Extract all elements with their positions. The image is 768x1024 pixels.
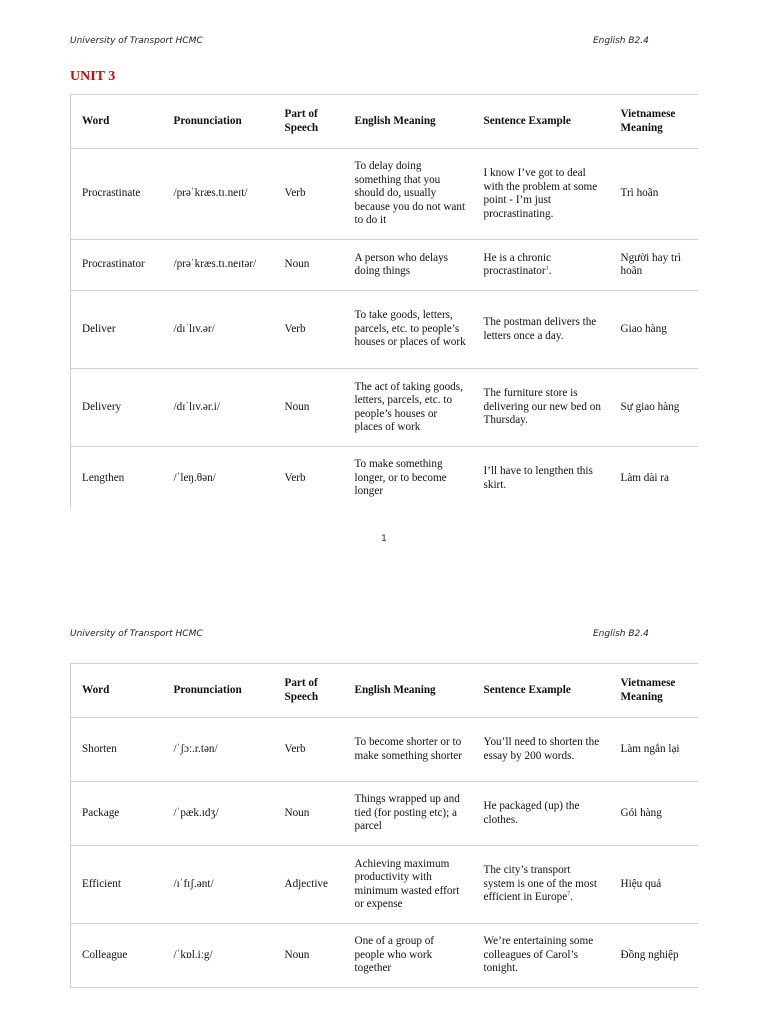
- vietnamese-meaning-cell: Người hay trì hoãn: [610, 240, 699, 291]
- pronunciation-cell: /ˈʃɔː.r.tən/: [163, 718, 274, 782]
- example-text: He is a chronic procrastinator: [483, 251, 551, 277]
- part-of-speech-cell: Noun: [274, 369, 344, 447]
- word-cell: Deliver: [71, 291, 163, 369]
- column-header: Sentence Example: [473, 95, 610, 149]
- table-row: [71, 718, 699, 782]
- example-text: We’re entertaining some colleagues of Carol’s tonight.: [483, 935, 594, 975]
- vietnamese-meaning-cell: Gói hàng: [610, 782, 699, 846]
- sentence-example-cell: [473, 149, 610, 240]
- vocabulary-table-page-2: [70, 663, 698, 989]
- sentence-example-cell: [473, 924, 610, 988]
- table-row: [71, 369, 699, 447]
- sentence-example-cell: [473, 291, 610, 369]
- example-text: The furniture store is delivering our new bed on Thursday.: [483, 387, 601, 427]
- sentence-example-cell: [473, 846, 610, 924]
- english-meaning-cell: The act of taking goods, letters, parcels, etc. to people’s houses or places of work: [344, 369, 473, 447]
- column-header: Pronunciation: [163, 95, 274, 149]
- column-header: Word: [71, 95, 163, 149]
- page-header: [70, 36, 698, 50]
- pronunciation-cell: /prəˈkræs.tɪ.neɪt/: [163, 149, 274, 240]
- vietnamese-meaning-cell: Sự giao hàng: [610, 369, 699, 447]
- example-text: I’ll have to lengthen this skirt.: [483, 465, 593, 491]
- column-header: English Meaning: [344, 95, 473, 149]
- column-header: Word: [71, 664, 163, 718]
- column-header: Part of Speech: [274, 664, 344, 718]
- example-tail: .: [570, 891, 573, 904]
- word-cell: Delivery: [71, 369, 163, 447]
- sentence-example-cell: [473, 369, 610, 447]
- part-of-speech-cell: Verb: [274, 149, 344, 240]
- english-meaning-cell: To delay doing something that you should do, usually because you do not want to do it: [344, 149, 473, 240]
- header-course: English B2.4: [593, 629, 649, 639]
- vocabulary-table-page-1: [70, 94, 698, 508]
- footnote-marker: 1: [545, 265, 549, 272]
- table-row: [71, 149, 699, 240]
- part-of-speech-cell: Noun: [274, 924, 344, 988]
- column-header: Vietnamese Meaning: [610, 664, 699, 718]
- page-header: [70, 629, 698, 643]
- example-text: The postman delivers the letters once a day.: [483, 316, 597, 342]
- pronunciation-cell: /ˈkɒl.iːg/: [163, 924, 274, 988]
- pronunciation-cell: /dɪˈlɪv.ər.i/: [163, 369, 274, 447]
- word-cell: Package: [71, 782, 163, 846]
- sentence-example-cell: [473, 782, 610, 846]
- part-of-speech-cell: Verb: [274, 291, 344, 369]
- column-header: Vietnamese Meaning: [610, 95, 699, 149]
- english-meaning-cell: Things wrapped up and tied (for posting etc); a parcel: [344, 782, 473, 846]
- pronunciation-cell: /ˈpæk.ɪdʒ/: [163, 782, 274, 846]
- part-of-speech-cell: Verb: [274, 447, 344, 509]
- column-header: Sentence Example: [473, 664, 610, 718]
- example-text: He packaged (up) the clothes.: [483, 800, 580, 826]
- example-text: You’ll need to shorten the essay by 200 words.: [483, 736, 600, 762]
- table-row: [71, 846, 699, 924]
- table-header-row: [71, 95, 699, 149]
- example-text: The city’s transport system is one of the most efficient in Europe: [483, 864, 597, 904]
- word-cell: Efficient: [71, 846, 163, 924]
- word-cell: Procrastinator: [71, 240, 163, 291]
- vietnamese-meaning-cell: Trì hoãn: [610, 149, 699, 240]
- part-of-speech-cell: Verb: [274, 718, 344, 782]
- column-header: Pronunciation: [163, 664, 274, 718]
- english-meaning-cell: Achieving maximum productivity with minimum wasted effort or expense: [344, 846, 473, 924]
- sentence-example-cell: [473, 240, 610, 291]
- header-university: University of Transport HCMC: [70, 36, 203, 46]
- example-text: I know I’ve got to deal with the problem at some point - I’m just procrastinating.: [483, 167, 598, 220]
- vietnamese-meaning-cell: Giao hàng: [610, 291, 699, 369]
- column-header: English Meaning: [344, 664, 473, 718]
- english-meaning-cell: To take goods, letters, parcels, etc. to people’s houses or places of work: [344, 291, 473, 369]
- page-number: 1: [381, 534, 387, 544]
- word-cell: Colleague: [71, 924, 163, 988]
- vietnamese-meaning-cell: Làm ngắn lại: [610, 718, 699, 782]
- word-cell: Lengthen: [71, 447, 163, 509]
- vietnamese-meaning-cell: Làm dài ra: [610, 447, 699, 509]
- footnote-marker: 7: [567, 891, 571, 898]
- pronunciation-cell: /ɪˈfɪʃ.ənt/: [163, 846, 274, 924]
- vietnamese-meaning-cell: Đồng nghiệp: [610, 924, 699, 988]
- english-meaning-cell: To become shorter or to make something shorter: [344, 718, 473, 782]
- pronunciation-cell: /prəˈkræs.tɪ.neɪtər/: [163, 240, 274, 291]
- table-row: [71, 291, 699, 369]
- sentence-example-cell: [473, 447, 610, 509]
- unit-title: UNIT 3: [70, 69, 116, 84]
- table-row: [71, 924, 699, 988]
- english-meaning-cell: One of a group of people who work together: [344, 924, 473, 988]
- part-of-speech-cell: Adjective: [274, 846, 344, 924]
- column-header: Part of Speech: [274, 95, 344, 149]
- table-row: [71, 240, 699, 291]
- pronunciation-cell: /ˈleŋ.θən/: [163, 447, 274, 509]
- table-row: [71, 782, 699, 846]
- table-header-row: [71, 664, 699, 718]
- sentence-example-cell: [473, 718, 610, 782]
- header-university: University of Transport HCMC: [70, 629, 203, 639]
- word-cell: Procrastinate: [71, 149, 163, 240]
- part-of-speech-cell: Noun: [274, 240, 344, 291]
- example-tail: .: [548, 265, 552, 277]
- english-meaning-cell: To make something longer, or to become longer: [344, 447, 473, 509]
- vietnamese-meaning-cell: Hiệu quả: [610, 846, 699, 924]
- table-row: [71, 447, 699, 509]
- part-of-speech-cell: Noun: [274, 782, 344, 846]
- header-course: English B2.4: [593, 36, 649, 46]
- english-meaning-cell: A person who delays doing things: [344, 240, 473, 291]
- pronunciation-cell: /dɪˈlɪv.ər/: [163, 291, 274, 369]
- word-cell: Shorten: [71, 718, 163, 782]
